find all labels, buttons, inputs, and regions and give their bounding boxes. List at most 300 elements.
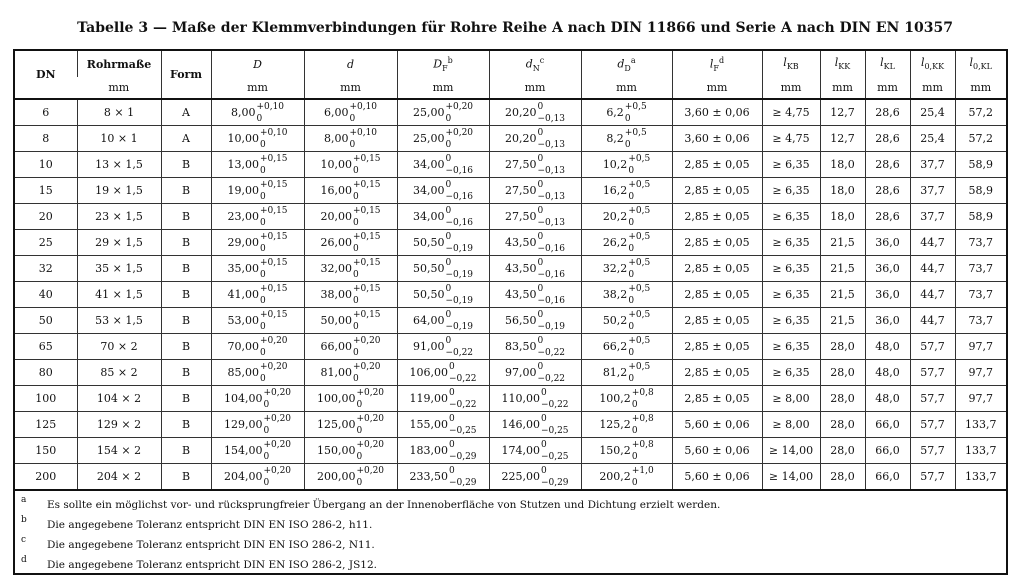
column-header [489, 51, 581, 77]
cell-DF [397, 256, 489, 282]
tolerance-value [412, 153, 474, 176]
tolerance-value [606, 127, 647, 150]
cell-dD [581, 204, 672, 230]
tolerance-stack [537, 101, 566, 124]
footnote-mark: c [21, 535, 27, 545]
cell-dD [581, 438, 672, 464]
nominal-value: 129,00 [223, 418, 263, 431]
column-unit-label: mm [340, 81, 361, 94]
nominal-value: 50,50 [412, 236, 445, 249]
cell-DF [397, 464, 489, 490]
lower-deviation: −0,29 [448, 451, 477, 462]
cell-dN [489, 308, 581, 334]
footnote-mark: a [21, 495, 27, 505]
cell-l0KL: 57,2 [955, 99, 1006, 126]
cell-dD [581, 308, 672, 334]
tolerance-stack [259, 127, 288, 150]
cell-form: A [161, 99, 211, 126]
cell-lKL: 36,0 [865, 308, 910, 334]
tolerance-value [501, 465, 569, 488]
upper-deviation: 0 [537, 309, 544, 320]
lower-deviation: 0 [263, 451, 270, 462]
cell-d [304, 334, 397, 360]
lower-deviation: 0 [349, 139, 356, 150]
cell-dN [489, 230, 581, 256]
cell-lF: 2,85 ± 0,05 [672, 178, 762, 204]
cell-dD [581, 334, 672, 360]
nominal-value: 8,00 [323, 132, 349, 145]
nominal-value: 150,2 [599, 444, 631, 457]
column-header-label: l [880, 56, 884, 70]
tolerance-value [223, 387, 292, 410]
cell-form: B [161, 412, 211, 438]
cell-DF [397, 438, 489, 464]
nominal-value: 146,00 [501, 418, 540, 431]
upper-deviation: 0 [448, 387, 455, 398]
tolerance-stack [263, 465, 292, 488]
tolerance-stack [259, 361, 288, 384]
column-header [820, 51, 865, 77]
tolerance-value [320, 153, 381, 176]
nominal-value: 32,00 [320, 262, 352, 275]
column-unit [955, 77, 1006, 99]
tolerance-value [227, 127, 288, 150]
cell-D [211, 464, 304, 490]
upper-deviation: 0 [448, 439, 455, 450]
cell-l0KK: 44,7 [910, 308, 955, 334]
upper-deviation: 0 [448, 465, 455, 476]
tolerance-value [504, 153, 566, 176]
tolerance-value [320, 231, 381, 254]
tolerance-value [412, 335, 474, 358]
cell-lKK: 28,0 [820, 360, 865, 386]
lower-deviation: 0 [263, 399, 270, 410]
upper-deviation: +0,15 [352, 309, 381, 320]
nominal-value: 119,00 [409, 392, 448, 405]
nominal-value: 83,50 [504, 340, 537, 353]
tolerance-stack [352, 283, 381, 306]
tolerance-stack [537, 231, 566, 254]
nominal-value: 6,2 [606, 106, 624, 119]
upper-deviation: 0 [537, 179, 544, 190]
column-header-subscript: KK [838, 62, 851, 72]
tolerance-stack [256, 101, 285, 124]
cell-l0KK: 25,4 [910, 99, 955, 126]
lower-deviation: −0,19 [445, 321, 474, 332]
cell-D [211, 412, 304, 438]
tolerance-value [606, 101, 647, 124]
tolerance-stack [349, 101, 378, 124]
upper-deviation: +0,20 [445, 101, 474, 112]
upper-deviation: +0,15 [259, 153, 288, 164]
nominal-value: 23,00 [227, 210, 259, 223]
tolerance-stack [628, 309, 651, 332]
cell-dD [581, 152, 672, 178]
tolerance-value [223, 413, 292, 436]
tolerance-stack [352, 205, 381, 228]
cell-D [211, 178, 304, 204]
cell-D [211, 230, 304, 256]
tolerance-value [412, 179, 474, 202]
nominal-value: 32,2 [602, 262, 628, 275]
upper-deviation: 0 [537, 283, 544, 294]
lower-deviation: 0 [256, 113, 263, 124]
cell-DF [397, 386, 489, 412]
tolerance-stack [356, 465, 385, 488]
table-frame [13, 49, 1008, 575]
lower-deviation: 0 [352, 321, 359, 332]
lower-deviation: 0 [259, 139, 266, 150]
cell-DF [397, 152, 489, 178]
tolerance-value [504, 231, 566, 254]
lower-deviation: 0 [259, 269, 266, 280]
column-unit [762, 77, 820, 99]
column-header-label: d [617, 57, 625, 71]
lower-deviation: −0,25 [540, 451, 569, 462]
nominal-value: 81,2 [602, 366, 628, 379]
cell-rohr: 29 × 1,5 [77, 230, 161, 256]
nominal-value: 85,00 [227, 366, 259, 379]
cell-dD [581, 256, 672, 282]
cell-l0KK: 44,7 [910, 230, 955, 256]
upper-deviation: 0 [537, 335, 544, 346]
cell-lKB: ≥ 6,35 [762, 178, 820, 204]
cell-l0KL: 73,7 [955, 282, 1006, 308]
tolerance-stack [263, 439, 292, 462]
cell-l0KK: 37,7 [910, 152, 955, 178]
tolerance-value [599, 465, 654, 488]
cell-D [211, 386, 304, 412]
upper-deviation: +0,5 [628, 179, 651, 190]
upper-deviation: 0 [540, 465, 547, 476]
tolerance-stack [352, 361, 381, 384]
nominal-value: 100,00 [316, 392, 356, 405]
column-header [15, 51, 77, 99]
cell-dN [489, 204, 581, 230]
tolerance-stack [445, 257, 474, 280]
upper-deviation: 0 [537, 361, 544, 372]
upper-deviation: +0,5 [628, 309, 651, 320]
cell-D [211, 360, 304, 386]
tolerance-stack [445, 179, 474, 202]
cell-l0KK: 37,7 [910, 178, 955, 204]
tolerance-stack [448, 361, 477, 384]
lower-deviation: −0,19 [445, 295, 474, 306]
lower-deviation: 0 [628, 269, 635, 280]
tolerance-value [227, 179, 288, 202]
footnote-mark: b [21, 515, 27, 525]
nominal-value: 104,00 [223, 392, 263, 405]
cell-dN [489, 99, 581, 126]
column-header-label: d [346, 57, 355, 71]
tolerance-stack [259, 231, 288, 254]
cell-lKL: 48,0 [865, 334, 910, 360]
cell-D [211, 99, 304, 126]
cell-lKB: ≥ 6,35 [762, 282, 820, 308]
lower-deviation: 0 [631, 425, 638, 436]
cell-lF: 2,85 ± 0,05 [672, 152, 762, 178]
cell-dD [581, 99, 672, 126]
lower-deviation: 0 [628, 295, 635, 306]
cell-form: B [161, 308, 211, 334]
cell-d [304, 282, 397, 308]
lower-deviation: −0,16 [537, 243, 566, 254]
lower-deviation: 0 [259, 373, 266, 384]
table-row [15, 360, 1006, 386]
cell-d [304, 178, 397, 204]
cell-lF: 5,60 ± 0,06 [672, 438, 762, 464]
cell-dn: 8 [15, 126, 77, 152]
tolerance-stack [537, 127, 566, 150]
column-unit-label: mm [247, 81, 268, 94]
upper-deviation: 0 [445, 335, 452, 346]
cell-l0KL: 73,7 [955, 308, 1006, 334]
tolerance-value [504, 101, 566, 124]
upper-deviation: 0 [445, 283, 452, 294]
column-header-label: l [783, 56, 787, 70]
nominal-value: 174,00 [501, 444, 540, 457]
nominal-value: 26,00 [320, 236, 352, 249]
cell-lKL: 28,6 [865, 126, 910, 152]
tolerance-stack [628, 179, 651, 202]
upper-deviation: +0,20 [352, 335, 381, 346]
upper-deviation: +0,5 [628, 283, 651, 294]
lower-deviation: 0 [631, 399, 638, 410]
upper-deviation: 0 [445, 153, 452, 164]
nominal-value: 25,00 [412, 106, 445, 119]
tolerance-stack [537, 153, 566, 176]
table-row [15, 412, 1006, 438]
upper-deviation: 0 [537, 205, 544, 216]
cell-lKL: 28,6 [865, 152, 910, 178]
tolerance-value [599, 413, 654, 436]
nominal-value: 200,2 [599, 470, 631, 483]
column-header-subscript: KL [883, 62, 895, 72]
cell-rohr: 85 × 2 [77, 360, 161, 386]
upper-deviation: +0,5 [628, 231, 651, 242]
footnote-text: Es sollte ein möglichst vor- und rücksprungfreier Übergang an der Innenoberfläche von Stutzen und Dichtung erzielt werden. [47, 499, 721, 511]
cell-lKL: 66,0 [865, 464, 910, 490]
nominal-value: 10,00 [320, 158, 352, 171]
cell-DF [397, 99, 489, 126]
tolerance-stack [537, 335, 566, 358]
column-header [865, 51, 910, 77]
nominal-value: 10,00 [227, 132, 259, 145]
column-header-subscript: 0,KL [973, 62, 992, 72]
lower-deviation: 0 [259, 243, 266, 254]
tolerance-value [412, 283, 474, 306]
lower-deviation: −0,16 [537, 295, 566, 306]
tolerance-stack [537, 257, 566, 280]
lower-deviation: −0,13 [537, 191, 566, 202]
cell-lKK: 18,0 [820, 178, 865, 204]
nominal-value: 34,00 [412, 184, 445, 197]
tolerance-value [227, 283, 288, 306]
cell-lF: 5,60 ± 0,06 [672, 464, 762, 490]
cell-lKK: 18,0 [820, 152, 865, 178]
table-row [15, 282, 1006, 308]
upper-deviation: +0,15 [259, 309, 288, 320]
cell-lF: 2,85 ± 0,05 [672, 360, 762, 386]
cell-dN [489, 386, 581, 412]
lower-deviation: −0,25 [448, 425, 477, 436]
column-unit [211, 77, 304, 99]
column-header-subscript: F [713, 63, 719, 73]
column-unit-label: mm [970, 81, 992, 94]
lower-deviation: 0 [263, 425, 270, 436]
tolerance-value [227, 231, 288, 254]
column-header-footnote-mark: d [718, 55, 725, 65]
tolerance-value [223, 465, 292, 488]
tolerance-stack [631, 465, 654, 488]
tolerance-stack [259, 179, 288, 202]
cell-lKK: 21,5 [820, 256, 865, 282]
tolerance-value [227, 257, 288, 280]
dimensions-table [15, 51, 1006, 489]
footnote [21, 495, 1006, 515]
nominal-value: 154,00 [223, 444, 263, 457]
cell-l0KL: 133,7 [955, 438, 1006, 464]
cell-rohr: 19 × 1,5 [77, 178, 161, 204]
tolerance-value [320, 309, 381, 332]
cell-rohr: 41 × 1,5 [77, 282, 161, 308]
cell-DF [397, 204, 489, 230]
cell-dn: 20 [15, 204, 77, 230]
lower-deviation: −0,16 [445, 165, 474, 176]
tolerance-stack [352, 309, 381, 332]
tolerance-stack [259, 283, 288, 306]
cell-rohr: 104 × 2 [77, 386, 161, 412]
tolerance-value [320, 335, 381, 358]
column-header [910, 51, 955, 77]
tolerance-stack [259, 205, 288, 228]
nominal-value: 20,20 [504, 132, 537, 145]
tolerance-value [504, 283, 566, 306]
cell-form: B [161, 464, 211, 490]
nominal-value: 50,00 [320, 314, 352, 327]
tolerance-stack [537, 283, 566, 306]
column-unit [397, 77, 489, 99]
cell-lKK: 21,5 [820, 282, 865, 308]
nominal-value: 91,00 [412, 340, 445, 353]
footnote-text: Die angegebene Toleranz entspricht DIN EN ISO 286-2, JS12. [47, 559, 377, 571]
column-header-label: D [433, 57, 443, 71]
cell-dn: 6 [15, 99, 77, 126]
lower-deviation: 0 [352, 347, 359, 358]
cell-lKK: 28,0 [820, 438, 865, 464]
cell-d [304, 256, 397, 282]
upper-deviation: 0 [537, 101, 544, 112]
cell-dn: 32 [15, 256, 77, 282]
lower-deviation: −0,29 [540, 477, 569, 488]
upper-deviation: +0,15 [259, 205, 288, 216]
column-header-label: d [525, 57, 533, 71]
column-unit-label: mm [877, 81, 898, 94]
tolerance-stack [624, 101, 647, 124]
tolerance-stack [445, 101, 474, 124]
tolerance-stack [356, 439, 385, 462]
cell-dn: 150 [15, 438, 77, 464]
cell-lF: 2,85 ± 0,05 [672, 282, 762, 308]
cell-l0KL: 58,9 [955, 152, 1006, 178]
tolerance-value [602, 231, 651, 254]
upper-deviation: +0,10 [259, 127, 288, 138]
column-unit-label: mm [780, 81, 802, 94]
tolerance-value [227, 309, 288, 332]
tolerance-stack [631, 439, 654, 462]
cell-form: B [161, 256, 211, 282]
lower-deviation: 0 [356, 477, 363, 488]
column-header-subscript: D [624, 63, 631, 73]
tolerance-stack [540, 439, 569, 462]
tolerance-stack [445, 231, 474, 254]
tolerance-stack [448, 465, 477, 488]
lower-deviation: 0 [628, 347, 635, 358]
lower-deviation: 0 [631, 451, 638, 462]
upper-deviation: +0,20 [356, 439, 385, 450]
cell-d [304, 152, 397, 178]
upper-deviation: 0 [445, 231, 452, 242]
tolerance-value [223, 439, 292, 462]
cell-l0KK: 57,7 [910, 464, 955, 490]
cell-lKB: ≥ 6,35 [762, 152, 820, 178]
nominal-value: 8,00 [230, 106, 256, 119]
cell-dD [581, 230, 672, 256]
lower-deviation: −0,13 [537, 139, 566, 150]
footnote [21, 515, 1006, 535]
cell-D [211, 308, 304, 334]
cell-l0KK: 57,7 [910, 412, 955, 438]
tolerance-stack [352, 153, 381, 176]
lower-deviation: 0 [352, 269, 359, 280]
tolerance-stack [263, 387, 292, 410]
nominal-value: 34,00 [412, 158, 445, 171]
footnote [21, 555, 1006, 575]
table-row [15, 230, 1006, 256]
tolerance-stack [259, 335, 288, 358]
upper-deviation: +0,10 [349, 127, 378, 138]
cell-dD [581, 126, 672, 152]
cell-D [211, 256, 304, 282]
cell-dN [489, 412, 581, 438]
lower-deviation: −0,22 [537, 373, 566, 384]
lower-deviation: 0 [352, 217, 359, 228]
cell-rohr: 154 × 2 [77, 438, 161, 464]
column-unit [820, 77, 865, 99]
upper-deviation: 0 [445, 179, 452, 190]
cell-DF [397, 308, 489, 334]
table-row [15, 126, 1006, 152]
cell-rohr: 8 × 1 [77, 99, 161, 126]
tolerance-stack [628, 205, 651, 228]
nominal-value: 97,00 [504, 366, 537, 379]
cell-lKK: 28,0 [820, 412, 865, 438]
cell-DF [397, 178, 489, 204]
tolerance-value [227, 361, 288, 384]
column-header-subscript: N [532, 63, 540, 73]
lower-deviation: 0 [263, 477, 270, 488]
upper-deviation: +0,8 [631, 439, 654, 450]
cell-dn: 65 [15, 334, 77, 360]
tolerance-value [320, 283, 381, 306]
table-title: Tabelle 3 — Maße der Klemmverbindungen für Rohre Reihe A nach DIN 11866 und Serie A nach DIN EN 10357 [77, 20, 953, 36]
cell-lKL: 48,0 [865, 360, 910, 386]
upper-deviation: 0 [537, 257, 544, 268]
nominal-value: 225,00 [501, 470, 540, 483]
column-header-subscript: 0,KK [924, 62, 945, 72]
tolerance-value [409, 413, 477, 436]
cell-lKK: 21,5 [820, 308, 865, 334]
